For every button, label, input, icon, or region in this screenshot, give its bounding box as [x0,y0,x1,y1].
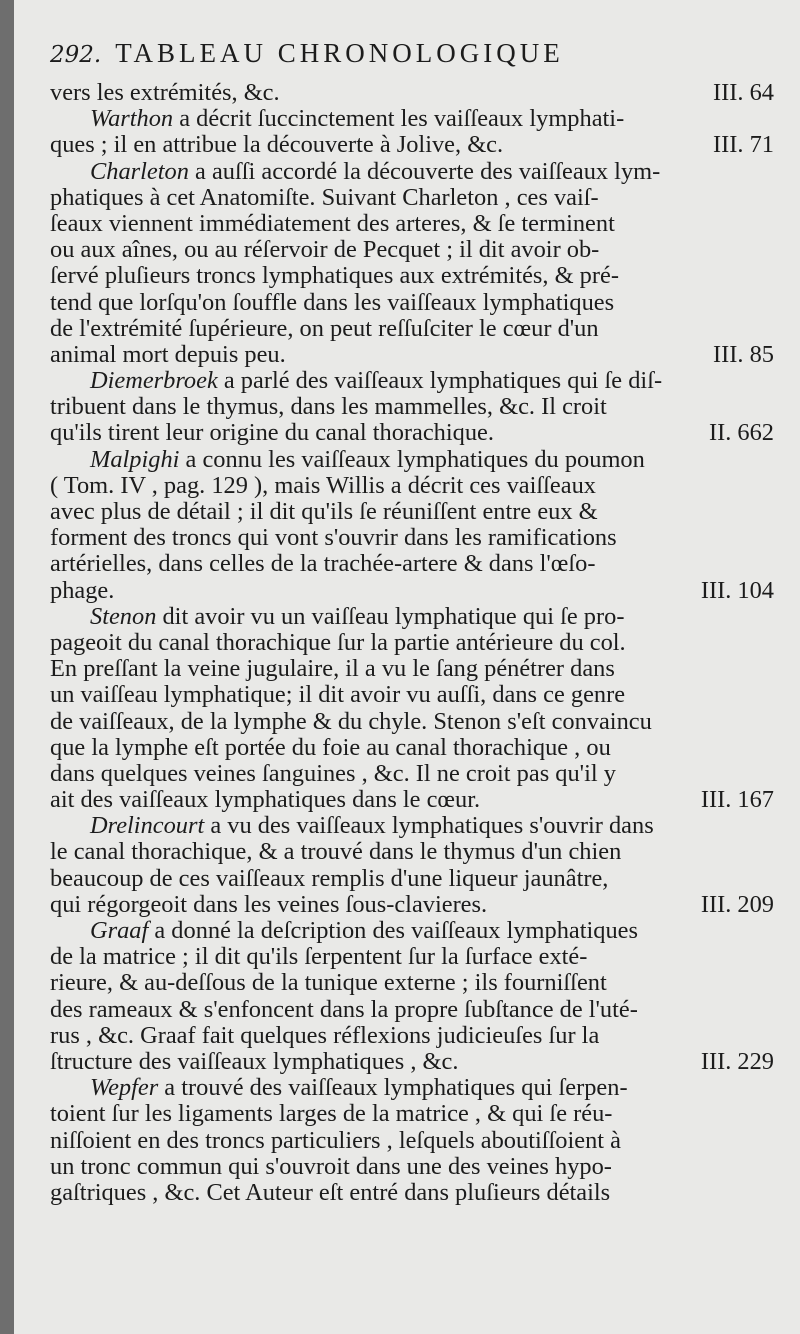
text-line [50,866,774,892]
text-line [50,918,774,944]
line-content [50,1049,458,1075]
line-content [50,551,595,577]
text-line [50,525,774,551]
text-line [50,709,774,735]
line-content [50,316,599,342]
line-text: a donné la deſcription des vaiſſeaux lymphatiques [148,917,638,944]
line-content [50,813,654,839]
line-text: qui régorgeoit dans les veines ſous-clavieres. [50,890,488,918]
line-text: ou aux aînes, ou au réſervoir de Pecquet ; il dit avoir ob- [50,236,600,264]
line-text: ſtructure des vaiſſeaux lymphatiques , &c. [50,1047,459,1075]
text-line [50,892,774,918]
text-line [50,813,774,839]
line-text: phatiques à cet Anatomiſte. Suivant Charleton , ces vaiſ- [50,183,599,211]
line-text: des rameaux & s'enfoncent dans la propre ſubſtance de l'uté- [50,995,638,1023]
book-page [14,0,800,1334]
text-line [50,420,774,446]
text-line [50,578,774,604]
line-text: forment des troncs qui vont s'ouvrir dans les ramifications [50,524,617,552]
line-text: dit avoir vu un vaiſſeau lymphatique qui ſe pro- [156,602,625,630]
chronology-entry [50,604,774,814]
author-name: Warthon [90,105,174,133]
line-text: beaucoup de ces vaiſſeaux remplis d'une liqueur jaunâtre, [50,864,609,892]
volume-page-reference: II. 662 [708,419,774,447]
line-content [50,944,587,970]
text-line [50,80,774,106]
line-text: ait des vaiſſeaux lymphatiques dans le cœur. [50,786,481,814]
line-text: ( Tom. IV , pag. 129 ), mais Willis a décrit ces vaiſſeaux [50,471,596,499]
line-content [50,866,608,892]
text-line [50,132,774,158]
line-text: vers les extrémités, &c. [50,79,280,106]
line-text: de la matrice ; il dit qu'ils ſerpentent ſur la ſurface exté- [50,943,588,971]
text-line [50,499,774,525]
line-text: de l'extrémité ſupérieure, on peut reſſuſciter le cœur d'un [50,314,599,342]
line-content [50,1075,628,1101]
line-text: a connu les vaiſſeaux lymphatiques du poumon [179,445,645,473]
line-content [50,970,607,996]
body-text [50,80,774,1206]
author-name: Drelincourt [90,812,205,840]
line-text: a parlé des vaiſſeaux lymphatiques qui ſe diſ- [217,367,663,395]
line-text: rieure, & au-deſſous de la tunique externe ; ils fourniſſent [50,969,607,997]
text-line [50,1049,774,1075]
text-line [50,185,774,211]
line-content [50,499,598,525]
text-line [50,237,774,263]
text-line [50,211,774,237]
line-text: toient ſur les ligaments larges de la matrice , & qui ſe réu- [50,1100,613,1128]
text-line [50,970,774,996]
text-line [50,342,774,368]
text-line [50,735,774,761]
line-text: le canal thorachique, & a trouvé dans le thymus d'un chien [50,838,622,866]
line-content [50,709,652,735]
text-line [50,368,774,394]
text-line [50,1128,774,1154]
line-text: a décrit ſuccinctement les vaiſſeaux lymphati- [173,105,625,133]
line-content [50,735,611,761]
line-text: tend que lorſqu'on ſouffle dans les vaiſſeaux lymphatiques [50,288,615,316]
line-content [50,918,638,944]
text-line [50,394,774,420]
line-content [50,761,616,787]
text-line [50,473,774,499]
line-text: de vaiſſeaux, de la lymphe & du chyle. Stenon s'eſt convaincu [50,707,652,735]
line-text: ſeaux viennent immédiatement des arteres, & ſe terminent [50,209,615,237]
line-content [50,578,114,604]
line-content [50,159,660,185]
text-line [50,761,774,787]
chronology-entry [50,447,774,604]
line-content [50,106,624,132]
author-name: Malpighi [90,445,180,473]
line-content [50,132,503,158]
text-line [50,551,774,577]
text-line [50,682,774,708]
line-content [50,787,480,813]
page-number: 292. [50,42,102,68]
chronology-entry [50,1075,774,1206]
line-content [50,211,615,237]
text-line [50,604,774,630]
line-content [50,185,599,211]
author-name: Diemerbroek [90,367,218,395]
chronology-entry [50,918,774,1075]
line-content [50,630,626,656]
line-content [50,656,615,682]
page-header [50,38,770,74]
volume-page-reference: III. 64 [713,79,774,106]
author-name: Charleton [90,157,189,185]
line-text: un tronc commun qui s'ouvroit dans une des veines hypo- [50,1152,612,1180]
text-line [50,106,774,132]
line-text: En preſſant la veine jugulaire, il a vu le ſang pénétrer dans [50,655,615,683]
volume-page-reference: III. 71 [713,131,774,159]
line-content [50,1128,621,1154]
line-content [50,368,662,394]
line-text: rus , &c. Graaf fait quelques réflexions judicieuſes ſur la [50,1021,600,1049]
chronology-entry [50,368,774,447]
text-line [50,1023,774,1049]
text-line [50,1101,774,1127]
volume-page-reference: III. 104 [700,576,774,604]
running-title: TABLEAU CHRONOLOGIQUE [115,38,564,68]
text-line [50,1075,774,1101]
line-text: a trouvé des vaiſſeaux lymphatiques qui ſerpen- [158,1074,628,1102]
line-text: niſſoient en des troncs particuliers , leſquels aboutiſſoient à [50,1126,622,1154]
line-text: que la lymphe eſt portée du foie au canal thorachique , ou [50,733,611,761]
chronology-entry [50,106,774,158]
line-content [50,290,614,316]
line-content [50,394,607,420]
line-text: ſervé pluſieurs troncs lymphatiques aux extrémités, & pré- [50,262,619,290]
line-text: a vu des vaiſſeaux lymphatiques s'ouvrir dans [204,812,654,840]
chronology-entry [50,159,774,369]
line-content [50,1154,612,1180]
line-content [50,473,596,499]
chronology-entry [50,80,774,106]
line-content [50,237,599,263]
text-line [50,787,774,813]
line-text: dans quelques veines ſanguines , &c. Il ne croit pas qu'il y [50,759,616,787]
text-line [50,263,774,289]
line-text: phage. [50,576,115,604]
line-text: artérielles, dans celles de la trachée-artere & dans l'œſo- [50,550,596,578]
author-name: Graaf [90,917,149,944]
text-line [50,159,774,185]
line-content [50,1180,610,1206]
line-text: tribuent dans le thymus, dans les mammelles, &c. Il croit [50,393,607,421]
line-text: gaſtriques , &c. Cet Auteur eſt entré dans pluſieurs détails [50,1178,611,1206]
line-content [50,342,286,368]
text-line [50,447,774,473]
line-text: avec plus de détail ; il dit qu'ils ſe réuniſſent entre eux & [50,498,598,525]
line-content [50,892,487,918]
author-name: Wepfer [90,1074,159,1102]
line-content [50,682,625,708]
line-content [50,839,621,865]
line-content [50,420,494,446]
text-line [50,1180,774,1206]
line-text: pageoit du canal thorachique ſur la partie antérieure du col. [50,628,626,656]
author-name: Stenon [90,602,157,630]
line-text: a auſſi accordé la découverte des vaiſſeaux lym- [188,157,661,185]
volume-page-reference: III. 85 [713,340,774,368]
line-text: animal mort depuis peu. [50,340,286,368]
line-content [50,80,280,106]
line-content [50,1101,612,1127]
chronology-entry [50,813,774,918]
text-line [50,656,774,682]
volume-page-reference: III. 229 [700,1047,774,1075]
line-text: ques ; il en attribue la découverte à Jolive, &c. [50,131,504,159]
line-content [50,263,619,289]
text-line [50,316,774,342]
text-line [50,839,774,865]
line-content [50,997,638,1023]
line-text: un vaiſſeau lymphatique; il dit avoir vu auſſi, dans ce genre [50,681,626,709]
volume-page-reference: III. 167 [700,786,774,814]
text-line [50,630,774,656]
line-content [50,447,645,473]
line-content [50,604,624,630]
text-line [50,1154,774,1180]
volume-page-reference: III. 209 [700,890,774,918]
text-line [50,944,774,970]
line-content [50,525,617,551]
line-content [50,1023,599,1049]
text-line [50,997,774,1023]
line-text: qu'ils tirent leur origine du canal thorachique. [50,419,494,447]
text-line [50,290,774,316]
